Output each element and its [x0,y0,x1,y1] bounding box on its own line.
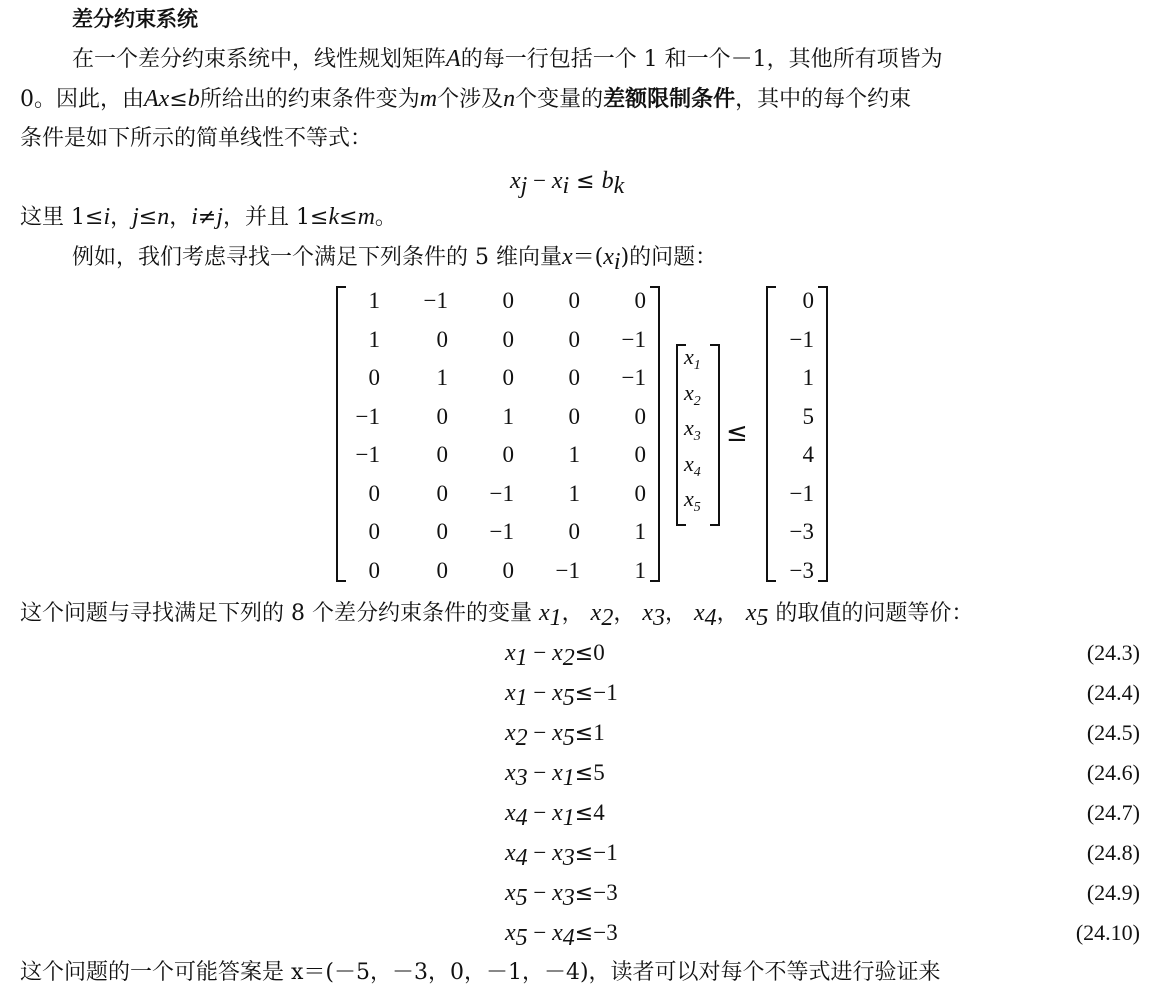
matrix-cell: 0 [502,288,514,313]
math-var: x [505,680,516,706]
text: ，其中的每个约束 [735,87,912,112]
equation [505,918,618,949]
matrix-cell: −1 [423,288,448,313]
math-var: x [551,168,563,194]
term-bold: 差额限制条件 [603,87,736,112]
equation [505,838,618,869]
equation-rhs: 5 [593,760,605,785]
text: 的取值的问题等价： [775,601,974,626]
equation-rhs: −1 [593,840,618,865]
matrix-cell: 1 [436,365,448,390]
equation [505,798,605,829]
matrix-cell: 0 [502,557,514,583]
operator: − [527,680,553,705]
paragraph-line: 条件是如下所示的简单线性不等式： [20,126,373,151]
vector-cell [684,344,701,373]
matrix-cell: −1 [489,480,514,506]
math-var: x [552,920,563,946]
equation [505,758,605,789]
math-var: x [505,840,516,866]
vector-leq: ≤ [726,418,748,448]
matrix-cell: −1 [555,557,580,583]
math-var: x [642,600,653,626]
subscript: 4 [515,845,528,871]
math-var: x [505,640,516,666]
math-var: x [562,244,573,270]
rhs-cell: −1 [789,480,814,506]
matrix-right-bracket [650,286,660,582]
math-var: x [505,800,516,826]
math-var: x [552,680,563,706]
matrix-cell: 0 [436,442,448,467]
rhs-cell: 4 [802,442,814,467]
matrix-cell: 0 [634,442,646,467]
subscript: 1 [562,805,575,831]
paragraph-line-cutoff: 这个问题的一个可能答案是 x＝(－5，－3，0，－1，－4)，读者可以对每个不等式进行验证来 [20,960,941,985]
equation-rhs: 1 [593,720,605,745]
subscript: 5 [693,500,701,515]
text: 0。因此，由 [20,87,144,112]
matrix-cell: 0 [368,557,380,583]
rhs-cell: 5 [802,403,814,429]
math-var: x [552,880,563,906]
matrix-cell: 0 [368,480,380,506]
subscript: 5 [515,885,528,911]
subscript: 3 [653,605,665,631]
text: 的每一行包括一个 1 和一个－1，其他所有项皆为 [460,47,943,72]
math-var: x [694,600,705,626]
operator: ≤ [574,881,594,906]
rhs-cell: 1 [802,365,814,390]
subscript: 5 [562,725,575,751]
matrix-cell: 0 [436,326,448,352]
rhs-cell: −3 [789,519,814,544]
operator: − [527,800,553,825]
operator: ≤ [574,761,594,786]
text: ＝( [572,245,604,270]
matrix-cell: 1 [634,519,646,544]
math-var: x [539,600,550,626]
math-var: A [446,46,461,72]
matrix-cell: −1 [355,403,380,429]
operator: ≤ [574,641,594,666]
subscript: 4 [704,605,717,631]
subscript: i [562,173,570,199]
subscript: 2 [601,605,614,631]
text: 这个问题与寻找满足下列的 8 个差分约束条件的变量 [20,601,532,626]
equation-number: (24.9) [1086,880,1140,905]
subscript: j [520,173,528,199]
rhs-cell: −3 [789,557,814,583]
math-var: x [505,920,516,946]
matrix-cell: 0 [436,519,448,544]
math-var: n [503,86,516,112]
math-var: j [216,204,224,230]
matrix-cell: 0 [368,365,380,390]
matrix-cell: 0 [502,326,514,352]
math-var: i [103,204,111,230]
operator: ≤ [574,801,594,826]
operator: − [527,760,553,785]
text: )的问题： [620,245,718,270]
text: ，并且 1≤ [223,205,329,230]
subscript: 3 [562,885,575,911]
equation [505,678,618,709]
subscript: 2 [515,725,528,751]
math-var: x [552,640,563,666]
text: ， [110,205,133,230]
math-var: k [328,204,340,230]
subscript: 5 [515,925,528,951]
text: ≠ [197,205,217,230]
subscript: 2 [693,393,701,409]
subscript: i [613,249,621,275]
rhs-cell: −1 [789,326,814,352]
math-var: x [745,600,757,626]
equation-number: (24.10) [1075,920,1140,945]
math-var: x [510,168,521,194]
equation [505,718,605,749]
math-var: x [684,415,694,440]
vector-cell [684,450,701,480]
subscript: 4 [693,464,701,480]
equation-number: (24.8) [1086,840,1140,865]
equation-rhs: 4 [593,800,605,825]
subscript: 1 [562,765,575,791]
matrix-cell: 0 [436,403,448,429]
text: 个涉及 [437,87,504,112]
math-var: m [357,204,375,230]
matrix-cell: −1 [621,326,646,352]
math-var: x [684,379,694,405]
math-var: x [590,600,602,626]
section-heading: 差分约束系统 [72,7,198,31]
matrix-cell: 0 [634,403,646,429]
matrix-cell: 0 [368,519,380,544]
matrix-cell: −1 [489,519,514,544]
text: ≤ [138,205,158,230]
matrix-cell: 0 [436,480,448,506]
matrix-cell: 1 [368,288,380,313]
subscript: 4 [562,925,575,951]
math-var: x [552,840,563,866]
equation-number: (24.7) [1086,800,1140,825]
equation-rhs: −3 [593,880,618,905]
subscript: 3 [562,845,575,871]
operator: − [527,840,553,865]
equation-number: (24.4) [1086,680,1140,705]
operator: − [527,720,553,745]
matrix-cell: 1 [568,480,580,506]
math-var: b [187,86,200,112]
subscript: 3 [515,765,528,791]
math-var: Ax [144,86,170,112]
math-var: i [191,204,198,230]
text: ， [665,601,688,626]
matrix-cell: 0 [436,557,448,583]
math-var: n [157,204,170,230]
operator: ≤ [569,169,602,194]
subscript: 5 [562,685,575,711]
operator: − [527,640,553,665]
paragraph-line [20,598,973,629]
equation [505,638,605,669]
rhs-right-bracket [818,286,828,582]
math-var: x [552,800,563,826]
text: ， [169,205,192,230]
matrix-cell: 0 [568,365,580,390]
matrix-cell: 0 [634,480,646,506]
math-var: x [505,720,516,746]
matrix-cell: 1 [568,442,580,467]
vector-cell [684,379,701,409]
math-var: b [601,168,614,194]
subscript: 1 [515,645,528,671]
operator: − [527,880,553,905]
operator: − [527,920,553,945]
matrix-cell: 0 [568,403,580,429]
vector-cell [684,415,701,444]
operator: ≤ [574,841,594,866]
text: ≤ [339,205,358,230]
vector-right-bracket [710,344,720,526]
text: 例如，我们考虑寻找一个满足下列条件的 5 维向量 [72,245,562,270]
matrix-cell: 0 [634,288,646,313]
text: 所给出的约束条件变为 [199,87,420,112]
matrix-cell: 0 [568,288,580,313]
subscript: 2 [562,645,575,671]
math-var: x [684,450,694,476]
matrix-cell: 1 [368,326,380,352]
operator: ≤ [574,721,594,746]
matrix-cell: 0 [502,365,514,390]
math-var: j [132,204,139,230]
math-var: x [505,880,516,906]
operator: − [527,168,552,193]
text: ， [613,601,636,626]
matrix-cell: 1 [634,557,646,583]
vector-cell [684,486,701,515]
matrix-cell: −1 [621,365,646,390]
subscript: 4 [515,805,528,831]
matrix-cell: 0 [502,442,514,467]
math-var: m [419,86,438,112]
text: ， [716,601,739,626]
equation-number: (24.3) [1086,640,1140,665]
math-var: x [603,244,614,270]
subscript: 5 [756,605,769,631]
text: 这里 1≤ [20,205,104,230]
equation-rhs: 0 [593,640,605,665]
text: ≤ [169,87,188,112]
subscript: 3 [693,429,701,444]
subscript: k [613,173,625,199]
math-var: x [684,344,694,369]
text: 在一个差分约束系统中，线性规划矩阵 [72,47,447,72]
math-var: x [552,760,563,786]
equation-number: (24.5) [1086,720,1140,745]
text: ， [561,601,584,626]
math-var: x [505,760,516,786]
operator: ≤ [574,681,594,706]
equation-rhs: −3 [593,920,618,945]
text: 个变量的 [515,87,604,112]
matrix-cell: −1 [355,442,380,467]
rhs-cell: 0 [802,288,814,313]
operator: ≤ [574,921,594,946]
matrix-cell: 1 [502,403,514,429]
subscript: 1 [515,685,528,711]
subscript: 1 [693,358,701,373]
matrix-cell: 0 [568,519,580,544]
subscript: 1 [549,605,562,631]
matrix-cell: 0 [568,326,580,352]
math-var: x [684,486,694,511]
equation [505,878,618,909]
equation-number: (24.6) [1086,760,1140,785]
text: 。 [374,205,397,230]
equation-rhs: −1 [593,680,618,705]
math-var: x [552,720,563,746]
